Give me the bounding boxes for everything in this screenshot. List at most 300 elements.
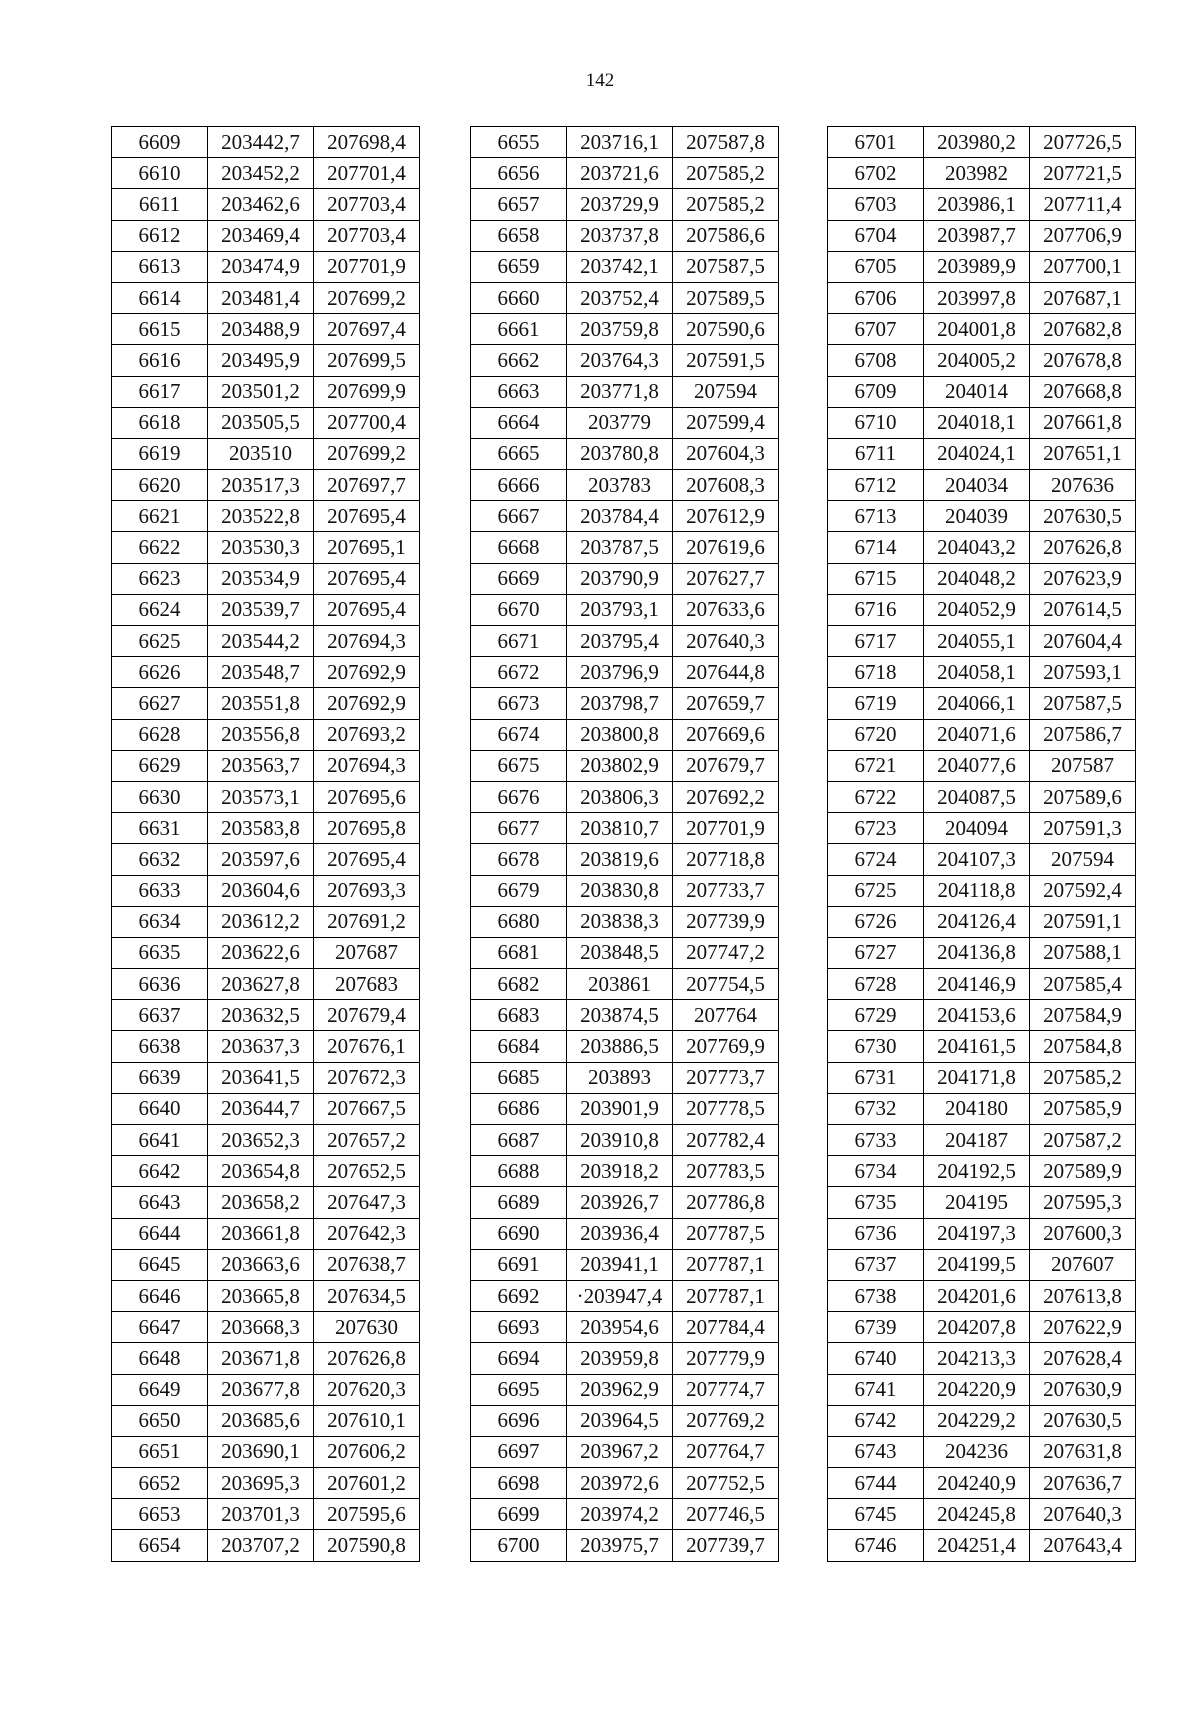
point-number-cell: 6667	[471, 501, 567, 532]
x-coordinate-cell: 204048,2	[924, 563, 1030, 594]
point-number-cell: 6696	[471, 1405, 567, 1436]
point-number-cell: 6739	[828, 1312, 924, 1343]
point-number-cell: 6630	[112, 781, 208, 812]
table-row	[112, 563, 420, 594]
point-number-cell: 6613	[112, 251, 208, 282]
point-number-cell: 6712	[828, 470, 924, 501]
table-row	[828, 189, 1136, 220]
point-number-cell: 6713	[828, 501, 924, 532]
coordinate-table-1	[111, 126, 420, 1562]
table-row	[471, 1218, 779, 1249]
point-number-cell: 6657	[471, 189, 567, 220]
x-coordinate-cell: 203752,4	[567, 282, 673, 313]
x-coordinate-cell: 203462,6	[208, 189, 314, 220]
y-coordinate-cell: 207588,1	[1030, 937, 1136, 968]
table-row	[112, 1000, 420, 1031]
point-number-cell: 6612	[112, 220, 208, 251]
point-number-cell: 6702	[828, 158, 924, 189]
table-row	[112, 1312, 420, 1343]
point-number-cell: 6675	[471, 750, 567, 781]
point-number-cell: 6609	[112, 127, 208, 158]
x-coordinate-cell: 203795,4	[567, 626, 673, 657]
table-row	[112, 1218, 420, 1249]
x-coordinate-cell: 204071,6	[924, 719, 1030, 750]
point-number-cell: 6642	[112, 1156, 208, 1187]
table-row	[471, 1062, 779, 1093]
point-number-cell: 6664	[471, 407, 567, 438]
point-number-cell: 6743	[828, 1436, 924, 1467]
point-number-cell: 6621	[112, 501, 208, 532]
x-coordinate-cell: 204066,1	[924, 688, 1030, 719]
y-coordinate-cell: 207604,3	[673, 438, 779, 469]
y-coordinate-cell: 207589,6	[1030, 781, 1136, 812]
point-number-cell: 6718	[828, 657, 924, 688]
y-coordinate-cell: 207591,3	[1030, 813, 1136, 844]
y-coordinate-cell: 207726,5	[1030, 127, 1136, 158]
point-number-cell: 6709	[828, 376, 924, 407]
page-number: 142	[585, 70, 615, 91]
table-row	[828, 719, 1136, 750]
table-row	[112, 969, 420, 1000]
x-coordinate-cell: 203974,2	[567, 1499, 673, 1530]
point-number-cell: 6625	[112, 626, 208, 657]
table-row	[828, 844, 1136, 875]
y-coordinate-cell: 207626,8	[1030, 532, 1136, 563]
x-coordinate-cell: 203701,3	[208, 1499, 314, 1530]
x-coordinate-cell: 203668,3	[208, 1312, 314, 1343]
y-coordinate-cell: 207787,5	[673, 1218, 779, 1249]
table-row	[828, 594, 1136, 625]
table-row	[828, 1343, 1136, 1374]
y-coordinate-cell: 207699,2	[314, 282, 420, 313]
y-coordinate-cell: 207692,2	[673, 781, 779, 812]
point-number-cell: 6679	[471, 875, 567, 906]
x-coordinate-cell: 204240,9	[924, 1468, 1030, 1499]
y-coordinate-cell: 207595,3	[1030, 1187, 1136, 1218]
y-coordinate-cell: 207695,4	[314, 844, 420, 875]
point-number-cell: 6722	[828, 781, 924, 812]
table-row	[828, 1093, 1136, 1124]
y-coordinate-cell: 207718,8	[673, 844, 779, 875]
y-coordinate-cell: 207700,1	[1030, 251, 1136, 282]
y-coordinate-cell: 207783,5	[673, 1156, 779, 1187]
y-coordinate-cell: 207643,4	[1030, 1530, 1136, 1561]
y-coordinate-cell: 207593,1	[1030, 657, 1136, 688]
x-coordinate-cell: 203918,2	[567, 1156, 673, 1187]
x-coordinate-cell: 203972,6	[567, 1468, 673, 1499]
point-number-cell: 6611	[112, 189, 208, 220]
table-row	[828, 1218, 1136, 1249]
point-number-cell: 6700	[471, 1530, 567, 1561]
table-row	[112, 1062, 420, 1093]
table-row	[112, 470, 420, 501]
x-coordinate-cell: 203986,1	[924, 189, 1030, 220]
table-row	[112, 1499, 420, 1530]
x-coordinate-cell: 203959,8	[567, 1343, 673, 1374]
table-row	[471, 501, 779, 532]
x-coordinate-cell: 203663,6	[208, 1249, 314, 1280]
x-coordinate-cell: 203962,9	[567, 1374, 673, 1405]
x-coordinate-cell: 204197,3	[924, 1218, 1030, 1249]
y-coordinate-cell: 207594	[1030, 844, 1136, 875]
y-coordinate-cell: 207630	[314, 1312, 420, 1343]
y-coordinate-cell: 207644,8	[673, 657, 779, 688]
point-number-cell: 6720	[828, 719, 924, 750]
point-number-cell: 6745	[828, 1499, 924, 1530]
x-coordinate-cell: 204213,3	[924, 1343, 1030, 1374]
point-number-cell: 6671	[471, 626, 567, 657]
point-number-cell: 6723	[828, 813, 924, 844]
y-coordinate-cell: 207589,5	[673, 282, 779, 313]
x-coordinate-cell: 203627,8	[208, 969, 314, 1000]
x-coordinate-cell: 203779	[567, 407, 673, 438]
table-row	[828, 345, 1136, 376]
point-number-cell: 6627	[112, 688, 208, 719]
point-number-cell: 6659	[471, 251, 567, 282]
table-row	[471, 1249, 779, 1280]
x-coordinate-cell: 203474,9	[208, 251, 314, 282]
point-number-cell: 6653	[112, 1499, 208, 1530]
point-number-cell: 6714	[828, 532, 924, 563]
x-coordinate-cell: 203838,3	[567, 906, 673, 937]
y-coordinate-cell: 207687,1	[1030, 282, 1136, 313]
y-coordinate-cell: 207669,6	[673, 719, 779, 750]
point-number-cell: 6735	[828, 1187, 924, 1218]
table-row	[471, 688, 779, 719]
table-body	[828, 127, 1136, 1562]
y-coordinate-cell: 207747,2	[673, 937, 779, 968]
y-coordinate-cell: 207607	[1030, 1249, 1136, 1280]
x-coordinate-cell: 203501,2	[208, 376, 314, 407]
x-coordinate-cell: 204171,8	[924, 1062, 1030, 1093]
point-number-cell: 6652	[112, 1468, 208, 1499]
table-row	[471, 750, 779, 781]
y-coordinate-cell: 207787,1	[673, 1249, 779, 1280]
y-coordinate-cell: 207595,6	[314, 1499, 420, 1530]
x-coordinate-cell: 204077,6	[924, 750, 1030, 781]
point-number-cell: 6695	[471, 1374, 567, 1405]
table-row	[471, 1499, 779, 1530]
x-coordinate-cell: 203556,8	[208, 719, 314, 750]
x-coordinate-cell: 204024,1	[924, 438, 1030, 469]
y-coordinate-cell: 207619,6	[673, 532, 779, 563]
table-row	[828, 657, 1136, 688]
point-number-cell: 6706	[828, 282, 924, 313]
x-coordinate-cell: 203442,7	[208, 127, 314, 158]
y-coordinate-cell: 207600,3	[1030, 1218, 1136, 1249]
point-number-cell: 6661	[471, 314, 567, 345]
table-row	[828, 1468, 1136, 1499]
x-coordinate-cell: 203622,6	[208, 937, 314, 968]
table-row	[112, 1343, 420, 1374]
point-number-cell: 6626	[112, 657, 208, 688]
y-coordinate-cell: 207769,9	[673, 1031, 779, 1062]
x-coordinate-cell: 203632,5	[208, 1000, 314, 1031]
table-row	[471, 407, 779, 438]
x-coordinate-cell: 203452,2	[208, 158, 314, 189]
x-coordinate-cell: 203654,8	[208, 1156, 314, 1187]
point-number-cell: 6668	[471, 532, 567, 563]
table-row	[828, 251, 1136, 282]
table-row	[112, 282, 420, 313]
y-coordinate-cell: 207701,9	[673, 813, 779, 844]
y-coordinate-cell: 207695,4	[314, 563, 420, 594]
table-row	[471, 1156, 779, 1187]
y-coordinate-cell: 207672,3	[314, 1062, 420, 1093]
x-coordinate-cell: 203964,5	[567, 1405, 673, 1436]
table-row	[471, 719, 779, 750]
y-coordinate-cell: 207746,5	[673, 1499, 779, 1530]
point-number-cell: 6721	[828, 750, 924, 781]
point-number-cell: 6646	[112, 1280, 208, 1311]
x-coordinate-cell: 204087,5	[924, 781, 1030, 812]
y-coordinate-cell: 207695,4	[314, 501, 420, 532]
y-coordinate-cell: 207636	[1030, 470, 1136, 501]
x-coordinate-cell: 203798,7	[567, 688, 673, 719]
x-coordinate-cell: 203685,6	[208, 1405, 314, 1436]
point-number-cell: 6697	[471, 1436, 567, 1467]
y-coordinate-cell: 207721,5	[1030, 158, 1136, 189]
table-row	[471, 594, 779, 625]
x-coordinate-cell: 203563,7	[208, 750, 314, 781]
table-row	[112, 937, 420, 968]
table-row	[112, 626, 420, 657]
table-row	[828, 1031, 1136, 1062]
point-number-cell: 6727	[828, 937, 924, 968]
y-coordinate-cell: 207691,2	[314, 906, 420, 937]
x-coordinate-cell: 203790,9	[567, 563, 673, 594]
x-coordinate-cell: 203910,8	[567, 1125, 673, 1156]
table-row	[471, 1374, 779, 1405]
point-number-cell: 6643	[112, 1187, 208, 1218]
x-coordinate-cell: 203793,1	[567, 594, 673, 625]
y-coordinate-cell: 207627,7	[673, 563, 779, 594]
table-row	[828, 1125, 1136, 1156]
x-coordinate-cell: 203982	[924, 158, 1030, 189]
point-number-cell: 6740	[828, 1343, 924, 1374]
table-row	[471, 251, 779, 282]
table-row	[112, 750, 420, 781]
y-coordinate-cell: 207640,3	[673, 626, 779, 657]
x-coordinate-cell: 203495,9	[208, 345, 314, 376]
x-coordinate-cell: 203941,1	[567, 1249, 673, 1280]
point-number-cell: 6639	[112, 1062, 208, 1093]
x-coordinate-cell: 203505,5	[208, 407, 314, 438]
table-row	[828, 1312, 1136, 1343]
point-number-cell: 6726	[828, 906, 924, 937]
y-coordinate-cell: 207642,3	[314, 1218, 420, 1249]
table-row	[112, 438, 420, 469]
table-row	[471, 969, 779, 1000]
x-coordinate-cell: 203695,3	[208, 1468, 314, 1499]
y-coordinate-cell: 207586,7	[1030, 719, 1136, 750]
x-coordinate-cell: 203819,6	[567, 844, 673, 875]
x-coordinate-cell: 204126,4	[924, 906, 1030, 937]
point-number-cell: 6640	[112, 1093, 208, 1124]
coordinate-table-3	[827, 126, 1136, 1562]
table-row	[112, 1530, 420, 1561]
y-coordinate-cell: 207784,4	[673, 1312, 779, 1343]
y-coordinate-cell: 207587,5	[673, 251, 779, 282]
point-number-cell: 6710	[828, 407, 924, 438]
table-row	[471, 314, 779, 345]
point-number-cell: 6705	[828, 251, 924, 282]
y-coordinate-cell: 207697,7	[314, 470, 420, 501]
table-row	[828, 1405, 1136, 1436]
table-row	[471, 1436, 779, 1467]
y-coordinate-cell: 207786,8	[673, 1187, 779, 1218]
table-row	[112, 781, 420, 812]
point-number-cell: 6616	[112, 345, 208, 376]
x-coordinate-cell: 203954,6	[567, 1312, 673, 1343]
point-number-cell: 6648	[112, 1343, 208, 1374]
table-row	[112, 875, 420, 906]
y-coordinate-cell: 207657,2	[314, 1125, 420, 1156]
point-number-cell: 6707	[828, 314, 924, 345]
table-row	[112, 1187, 420, 1218]
table-row	[112, 719, 420, 750]
point-number-cell: 6645	[112, 1249, 208, 1280]
table-row	[112, 532, 420, 563]
table-row	[471, 345, 779, 376]
point-number-cell: 6628	[112, 719, 208, 750]
x-coordinate-cell: 203980,2	[924, 127, 1030, 158]
y-coordinate-cell: 207699,5	[314, 345, 420, 376]
x-coordinate-cell: 203997,8	[924, 282, 1030, 313]
x-coordinate-cell: 203652,3	[208, 1125, 314, 1156]
point-number-cell: 6631	[112, 813, 208, 844]
y-coordinate-cell: 207682,8	[1030, 314, 1136, 345]
table-row	[471, 1093, 779, 1124]
x-coordinate-cell: 204018,1	[924, 407, 1030, 438]
table-row	[471, 470, 779, 501]
point-number-cell: 6680	[471, 906, 567, 937]
point-number-cell: 6698	[471, 1468, 567, 1499]
point-number-cell: 6658	[471, 220, 567, 251]
x-coordinate-cell: 203721,6	[567, 158, 673, 189]
point-number-cell: 6731	[828, 1062, 924, 1093]
y-coordinate-cell: 207779,9	[673, 1343, 779, 1374]
y-coordinate-cell: 207695,8	[314, 813, 420, 844]
table-row	[112, 813, 420, 844]
table-row	[471, 532, 779, 563]
x-coordinate-cell: 203802,9	[567, 750, 673, 781]
table-row	[112, 1249, 420, 1280]
point-number-cell: 6693	[471, 1312, 567, 1343]
y-coordinate-cell: 207651,1	[1030, 438, 1136, 469]
point-number-cell: 6736	[828, 1218, 924, 1249]
y-coordinate-cell: 207652,5	[314, 1156, 420, 1187]
point-number-cell: 6685	[471, 1062, 567, 1093]
table-row	[112, 127, 420, 158]
x-coordinate-cell: 203989,9	[924, 251, 1030, 282]
table-row	[112, 407, 420, 438]
x-coordinate-cell: 203707,2	[208, 1530, 314, 1561]
x-coordinate-cell: 203716,1	[567, 127, 673, 158]
y-coordinate-cell: 207703,4	[314, 189, 420, 220]
table-row	[471, 189, 779, 220]
table-row	[112, 844, 420, 875]
table-row	[828, 1187, 1136, 1218]
y-coordinate-cell: 207699,9	[314, 376, 420, 407]
x-coordinate-cell: 203522,8	[208, 501, 314, 532]
table-row	[112, 1125, 420, 1156]
y-coordinate-cell: 207587	[1030, 750, 1136, 781]
x-coordinate-cell: 203926,7	[567, 1187, 673, 1218]
y-coordinate-cell: 207676,1	[314, 1031, 420, 1062]
y-coordinate-cell: 207701,9	[314, 251, 420, 282]
x-coordinate-cell: 204187	[924, 1125, 1030, 1156]
y-coordinate-cell: 207633,6	[673, 594, 779, 625]
table-row	[828, 158, 1136, 189]
point-number-cell: 6729	[828, 1000, 924, 1031]
x-coordinate-cell: 203967,2	[567, 1436, 673, 1467]
x-coordinate-cell: 203886,5	[567, 1031, 673, 1062]
x-coordinate-cell: 203612,2	[208, 906, 314, 937]
x-coordinate-cell: 203534,9	[208, 563, 314, 594]
table-row	[828, 969, 1136, 1000]
x-coordinate-cell: 204195	[924, 1187, 1030, 1218]
x-coordinate-cell: 204118,8	[924, 875, 1030, 906]
table-row	[471, 438, 779, 469]
x-coordinate-cell: 203729,9	[567, 189, 673, 220]
point-number-cell: 6716	[828, 594, 924, 625]
table-row	[471, 781, 779, 812]
y-coordinate-cell: 207587,2	[1030, 1125, 1136, 1156]
table-row	[828, 750, 1136, 781]
table-row	[471, 1125, 779, 1156]
x-coordinate-cell: 203764,3	[567, 345, 673, 376]
x-coordinate-cell: 203784,4	[567, 501, 673, 532]
x-coordinate-cell: 203661,8	[208, 1218, 314, 1249]
x-coordinate-cell: 203548,7	[208, 657, 314, 688]
point-number-cell: 6638	[112, 1031, 208, 1062]
table-body	[471, 127, 779, 1562]
x-coordinate-cell: 204136,8	[924, 937, 1030, 968]
point-number-cell: 6694	[471, 1343, 567, 1374]
y-coordinate-cell: 207773,7	[673, 1062, 779, 1093]
point-number-cell: 6620	[112, 470, 208, 501]
y-coordinate-cell: 207606,2	[314, 1436, 420, 1467]
point-number-cell: 6691	[471, 1249, 567, 1280]
table-row	[112, 314, 420, 345]
table-row	[112, 1156, 420, 1187]
table-row	[471, 813, 779, 844]
x-coordinate-cell: 203665,8	[208, 1280, 314, 1311]
x-coordinate-cell: 204199,5	[924, 1249, 1030, 1280]
y-coordinate-cell: 207694,3	[314, 750, 420, 781]
table-row	[828, 501, 1136, 532]
point-number-cell: 6683	[471, 1000, 567, 1031]
point-number-cell: 6619	[112, 438, 208, 469]
x-coordinate-cell: 204192,5	[924, 1156, 1030, 1187]
x-coordinate-cell: 203771,8	[567, 376, 673, 407]
point-number-cell: 6670	[471, 594, 567, 625]
table-row	[471, 657, 779, 688]
table-row	[828, 1436, 1136, 1467]
y-coordinate-cell: 207752,5	[673, 1468, 779, 1499]
y-coordinate-cell: 207585,2	[673, 158, 779, 189]
table-row	[112, 158, 420, 189]
y-coordinate-cell: 207679,4	[314, 1000, 420, 1031]
y-coordinate-cell: 207778,5	[673, 1093, 779, 1124]
point-number-cell: 6703	[828, 189, 924, 220]
x-coordinate-cell: 203551,8	[208, 688, 314, 719]
y-coordinate-cell: 207694,3	[314, 626, 420, 657]
table-row	[471, 844, 779, 875]
x-coordinate-cell: 204229,2	[924, 1405, 1030, 1436]
table-row	[828, 563, 1136, 594]
